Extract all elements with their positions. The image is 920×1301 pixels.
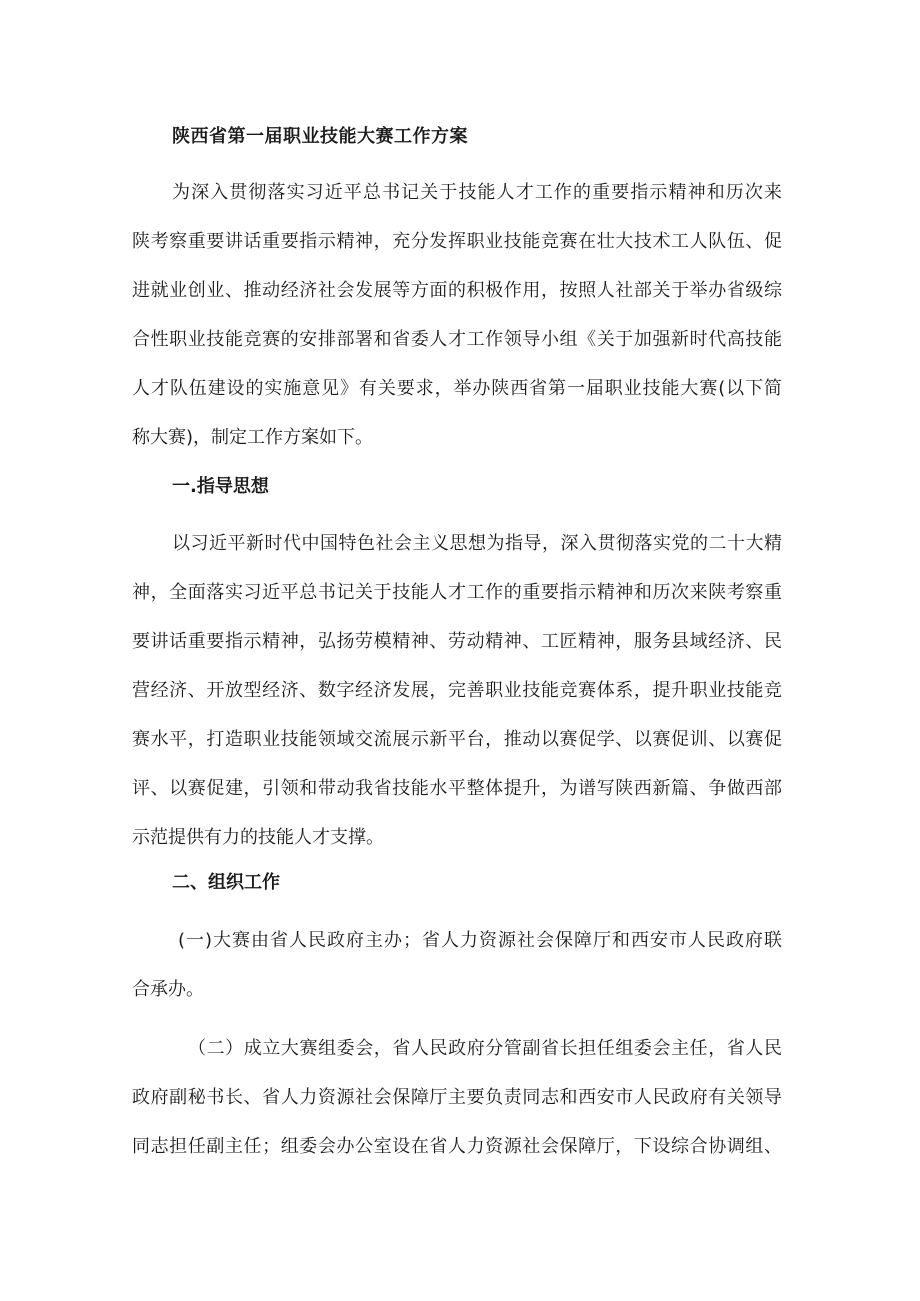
section1-line: 营经济、开放型经济、数字经济发展，完善职业技能竞赛体系，提升职业技能竞 — [132, 680, 782, 701]
intro-line: 合性职业技能竞赛的安排部署和省委人才工作领导小组《关于加强新时代高技能 — [132, 329, 782, 350]
section1-line: 要讲话重要指示精神，弘扬劳模精神、劳动精神、工匠精神，服务县域经济、民 — [132, 631, 782, 652]
section1-line: 评、以赛促建，引领和带动我省技能水平整体提升，为谱写陕西新篇、争做西部 — [132, 778, 782, 799]
section1-line: 神，全面落实习近平总书记关于技能人才工作的重要指示精神和历次来陕考察重 — [132, 582, 782, 603]
intro-line: 进就业创业、推动经济社会发展等方面的积极作用，按照人社部关于举办省级综 — [132, 280, 782, 301]
section2-item2-line: （二）成立大赛组委会，省人民政府分管副省长担任组委会主任，省人民 — [188, 1038, 782, 1059]
section2-item2-paragraph — [132, 1024, 782, 1171]
intro-line: 陕考察重要讲话重要指示精神，充分发挥职业技能竞赛在壮大技术工人队伍、促 — [132, 231, 782, 252]
intro-paragraph — [132, 168, 782, 462]
section-heading-organization: 二、组织工作 — [172, 872, 280, 893]
section2-item1-paragraph — [132, 916, 782, 1014]
section1-paragraph — [132, 519, 782, 862]
intro-line: 称大赛)，制定工作方案如下。 — [132, 427, 374, 448]
section1-line: 示范提供有力的技能人才支撑。 — [132, 827, 384, 848]
document-title: 陕西省第一届职业技能大赛工作方案 — [172, 126, 468, 147]
intro-line: 人才队伍建设的实施意见》有关要求，举办陕西省第一届职业技能大赛(以下简 — [132, 378, 782, 399]
section-heading-guiding-ideology: 一.指导思想 — [172, 476, 269, 497]
section2-item1-line: 合承办。 — [132, 979, 204, 1000]
section2-item2-line: 同志担任副主任；组委会办公室设在省人力资源社会保障厅，下设综合协调组、 — [132, 1136, 782, 1157]
section2-item2-line: 政府副秘书长、省人力资源社会保障厅主要负责同志和西安市人民政府有关领导 — [132, 1087, 782, 1108]
section1-line: 赛水平，打造职业技能领域交流展示新平台，推动以赛促学、以赛促训、以赛促 — [132, 729, 782, 750]
section1-line: 以习近平新时代中国特色社会主义思想为指导，深入贯彻落实党的二十大精 — [172, 533, 782, 554]
section2-item1-line: (一)大赛由省人民政府主办；省人力资源社会保障厅和西安市人民政府联 — [178, 930, 782, 951]
intro-line: 为深入贯彻落实习近平总书记关于技能人才工作的重要指示精神和历次来 — [172, 182, 782, 203]
